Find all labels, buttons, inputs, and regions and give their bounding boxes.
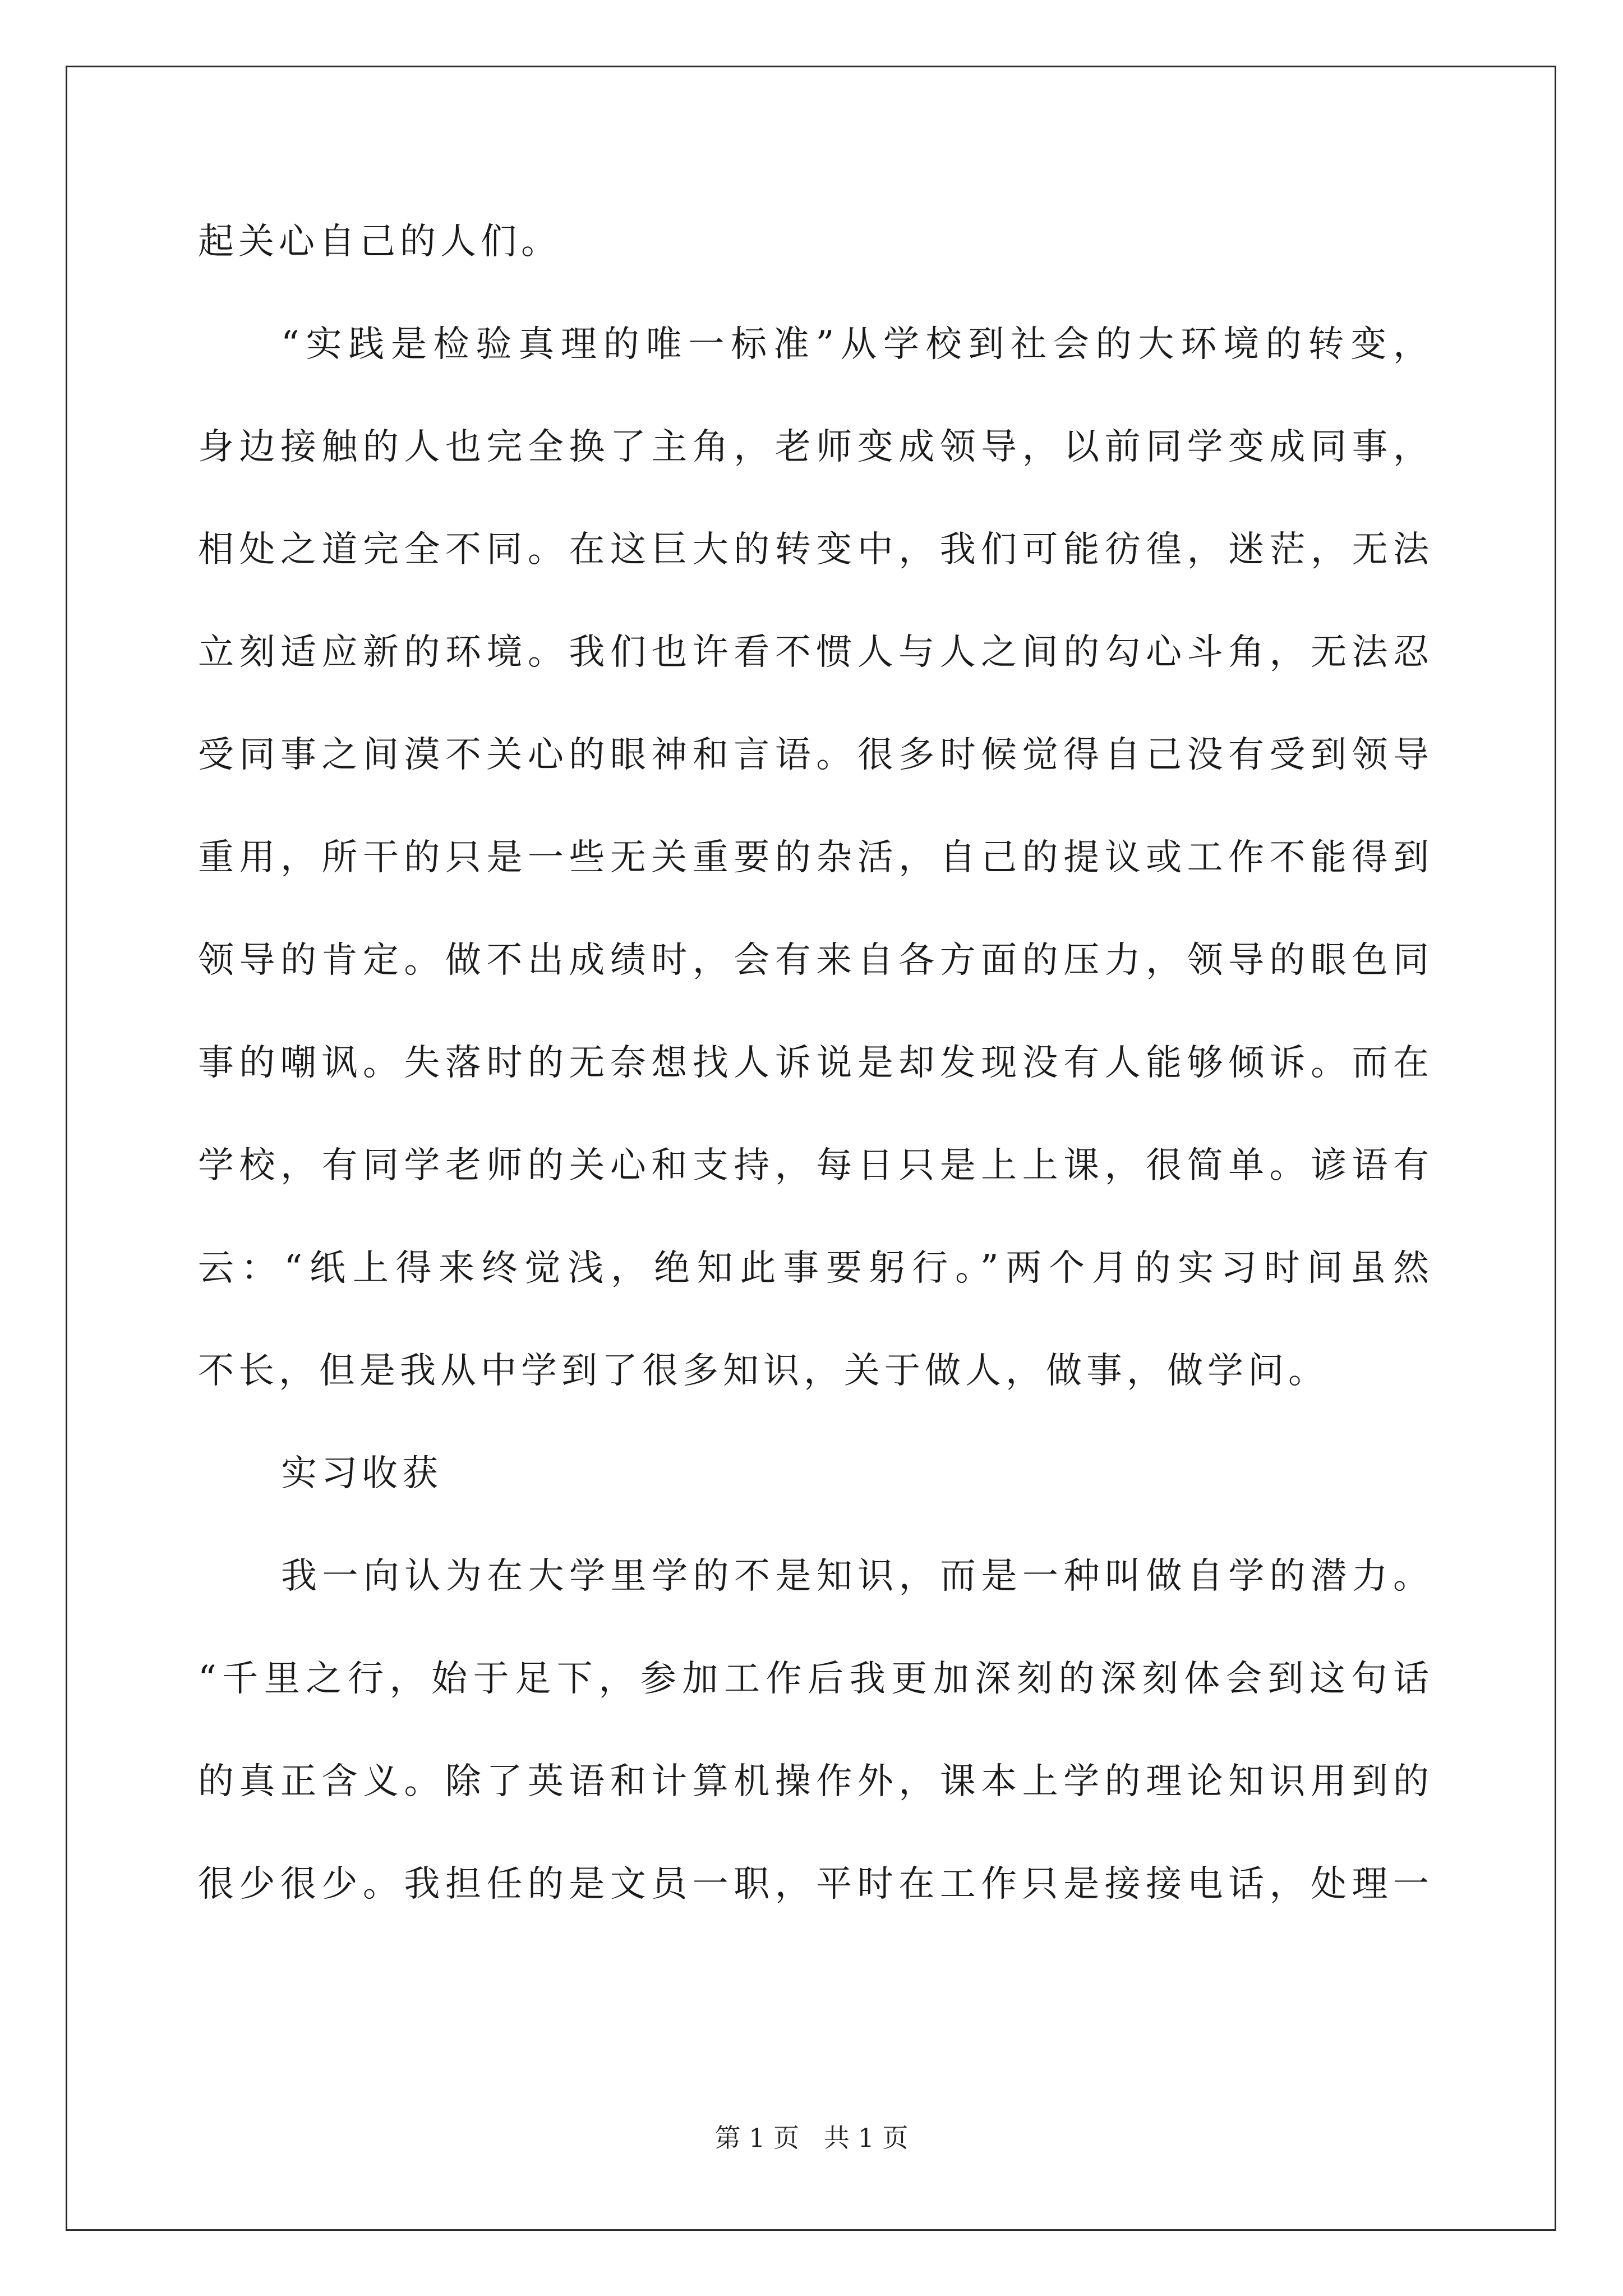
text-line: 云：“纸上得来终觉浅，绝知此事要躬行。”两个月的实习时间虽然: [198, 1248, 1429, 1289]
text-line: 受同事之间漠不关心的眼神和言语。很多时候觉得自己没有受到领导: [198, 734, 1429, 776]
text-line: “千里之行，始于足下，参加工作后我更加深刻的深刻体会到这句话: [198, 1658, 1429, 1700]
text-line: 的真正含义。除了英语和计算机操作外，课本上学的理论知识用到的: [198, 1761, 1429, 1802]
text-line: “实践是检验真理的唯一标准”从学校到社会的大环境的转变，: [281, 324, 1429, 365]
text-line: 不长，但是我从中学到了很多知识，关于做人，做事，做学问。: [198, 1350, 1329, 1392]
text-line: 很少很少。我担任的是文员一职，平时在工作只是接接电话，处理一: [198, 1864, 1429, 1905]
text-line: 立刻适应新的环境。我们也许看不惯人与人之间的勾心斗角，无法忍: [198, 632, 1429, 673]
text-line: 领导的肯定。做不出成绩时，会有来自各方面的压力，领导的眼色同: [198, 940, 1429, 981]
text-line: 事的嘲讽。失落时的无奈想找人诉说是却发现没有人能够倾诉。而在: [198, 1042, 1429, 1084]
document-body: [198, 191, 1429, 1936]
text-line: 重用，所干的只是一些无关重要的杂活，自己的提议或工作不能得到: [198, 837, 1429, 878]
text-line: 起关心自己的人们。: [198, 221, 561, 263]
text-line: 身边接触的人也完全换了主角，老师变成领导，以前同学变成同事，: [198, 426, 1429, 468]
text-line: 相处之道完全不同。在这巨大的转变中，我们可能彷徨，迷茫，无法: [198, 529, 1429, 570]
page-number-footer: 第 1 页 共 1 页: [714, 2123, 909, 2153]
text-line: 学校，有同学老师的关心和支持，每日只是上上课，很简单。谚语有: [198, 1145, 1429, 1186]
text-line: 我一向认为在大学里学的不是知识，而是一种叫做自学的潜力。: [281, 1556, 1429, 1597]
section-heading: 实习收获: [281, 1453, 442, 1494]
